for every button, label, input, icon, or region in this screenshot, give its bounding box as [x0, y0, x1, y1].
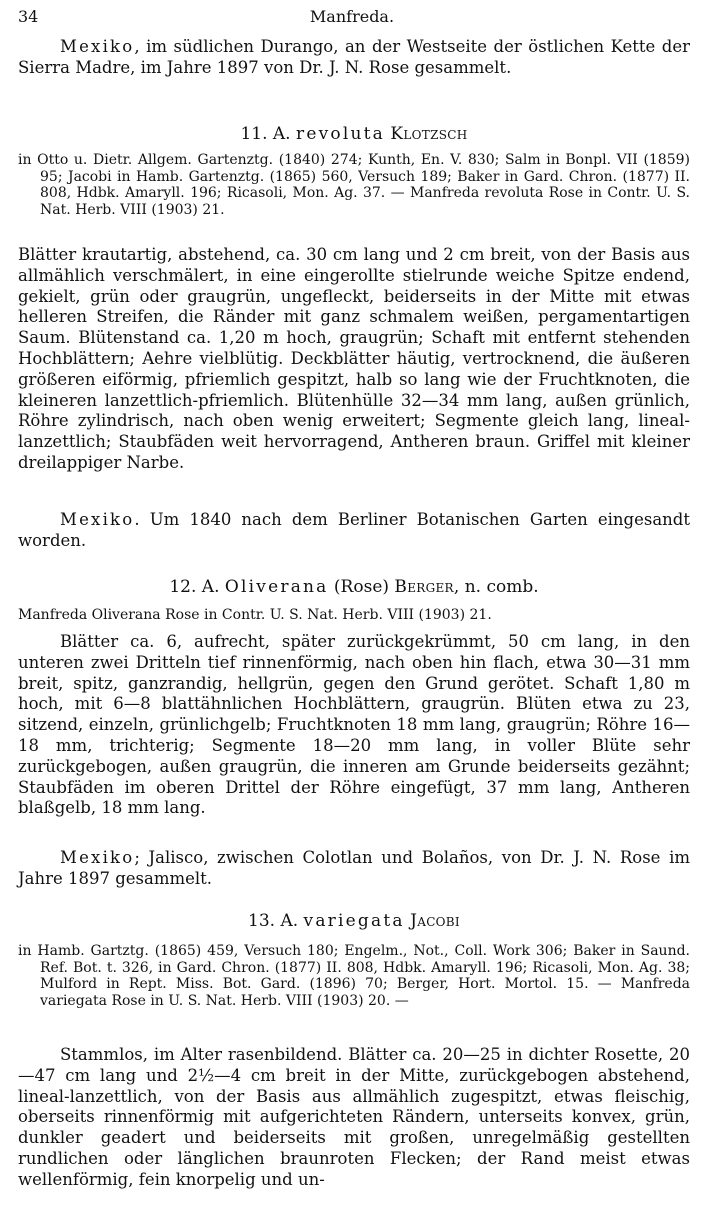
locality-11: Mexiko [60, 510, 135, 529]
species-epithet: revoluta [296, 124, 385, 144]
description-13: Stammlos, im Alter rasenbildend. Blätter ca. 20—25 in dichter Rosette, 20—47 cm lang und 2½—4 cm breit in der Mitte, zurückgebogen abstehend, lineal-lanzettlich, von der Basis aus allmählich zugespitzt, etwas fleischig, oberseits rinnenförmig mit aufgerichteten Rändern, unterseits konvex, grün, dunkler geadert und beiderseits mit großen, unregelmäßig gestellten rundlichen oder länglichen braunroten Flecken; der Rand meist etwas wellenförmig, fein knorpelig und un- [18, 1045, 690, 1189]
species-author-suffix: , n. comb. [453, 577, 539, 597]
species-author: Berger [394, 577, 454, 597]
species-author: Jacobi [410, 911, 460, 931]
locality-12: Mexiko [60, 848, 135, 867]
description-11: Blätter krautartig, abstehend, ca. 30 cm lang und 2 cm breit, von der Basis aus allmählich verschmälert, in eine eingerollte stielrunde weiche Spitze endend, gekielt, grün oder graugrün, ungefleckt, beiderseits in der Mitte mit etwas helleren Streifen, die Ränder mit ganz schmalem weißen, pergamentartigen Saum. Blütenstand ca. 1,20 m hoch, graugrün; Schaft mit entfernt stehenden Hochblättern; Aehre vielblütig. Deckblätter häutig, vertrocknend, die äußeren größeren eiförmig, pfriemlich gespitzt, halb so lang wie der Fruchtknoten, die kleineren lanzettlich-pfriemlich. Blütenhülle 32—34 mm lang, außen grünlich, Röhre zylindrisch, nach oben wenig erweitert; Segmente gleich lang, lineal-lanzettlich; Staubfäden weit hervorragend, Antheren braun. Griffel mit kleiner dreilappiger Narbe. [18, 245, 690, 472]
page-header [18, 6, 686, 28]
citation-12: Manfreda Oliverana Rose in Contr. U. S. Nat. Herb. VIII (1903) 21. [18, 607, 492, 623]
locality-text-11: . Um 1840 nach dem Berliner Botanischen Garten eingesandt worden. [18, 510, 690, 550]
page-number: 34 [18, 7, 39, 26]
description-12: Blätter ca. 6, aufrecht, später zurückgekrümmt, 50 cm lang, in den unteren zwei Dritteln tief rinnenförmig, nach oben hin flach, etwa 30—31 mm breit, spitz, ganzrandig, hellgrün, gegen den Grund gerötet. Schaft 1,80 m hoch, mit 6—8 blattähnlichen Hochblättern, graugrün. Blüten etwa zu 23, sitzend, einzeln, grünlichgelb; Fruchtknoten 18 mm lang, graugrün; Röhre 16—18 mm, trichterig; Segmente 18—20 mm lang, in voller Blüte sehr zurückgebogen, außen graugrün, die inneren am Grunde beiderseits gezähnt; Staubfäden im oberen Drittel der Röhre eingefügt, 37 mm lang, Antheren blaßgelb, 18 mm lang. [18, 632, 690, 818]
species-number: 12. A. [169, 577, 220, 597]
citation-11: in Otto u. Dietr. Allgem. Gartenztg. (1840) 274; Kunth, En. V. 830; Salm in Bonpl. VII (1859) 95; Jacobi in Hamb. Gartenztg. (1865) 560, Versuch 189; Baker in Gard. Chron. (1877) II. 808, Hdbk. Amaryll. 196; Ricasoli, Mon. Ag. 37. — Manfreda revoluta Rose in Contr. U. S. Nat. Herb. VIII (1903) 21. [18, 152, 690, 218]
citation-13: in Hamb. Gartztg. (1865) 459, Versuch 180; Engelm., Not., Coll. Work 306; Baker in Saund. Ref. Bot. t. 326, in Gard. Chron. (1877) II. 808, Hdbk. Amaryll. 196; Ricasoli, Mon. Ag. 38; Mulford in Rept. Miss. Bot. Gard. (1896) 70; Berger, Hort. Mortol. 15. — Manfreda variegata Rose in U. S. Nat. Herb. VIII (1903) 20. — [18, 943, 690, 1009]
locality-paragraph-12 [18, 848, 690, 890]
species-heading-11 [18, 123, 690, 145]
running-title: Manfreda. [309, 7, 395, 26]
intro-paragraph [18, 37, 690, 79]
locality-text-12: ; Jalisco, zwischen Colotlan und Bolaños, von Dr. J. N. Rose im Jahre 1897 gesammelt. [18, 848, 690, 888]
species-author-prefix: (Rose) [333, 577, 390, 597]
species-heading-13 [18, 910, 690, 932]
locality-paragraph-11 [18, 510, 690, 552]
species-number: 11. A. [240, 124, 291, 144]
species-heading-12 [18, 576, 690, 598]
intro-text: , im südlichen Durango, an der Westseite der östlichen Kette der Sierra Madre, im Jahre 1897 von Dr. J. N. Rose gesammelt. [18, 37, 690, 77]
species-epithet: Oliverana [224, 577, 329, 597]
species-number: 13. A. [248, 911, 299, 931]
species-author: Klotzsch [390, 124, 468, 144]
species-epithet: variegata [303, 911, 405, 931]
intro-locality: Mexiko [60, 37, 135, 56]
